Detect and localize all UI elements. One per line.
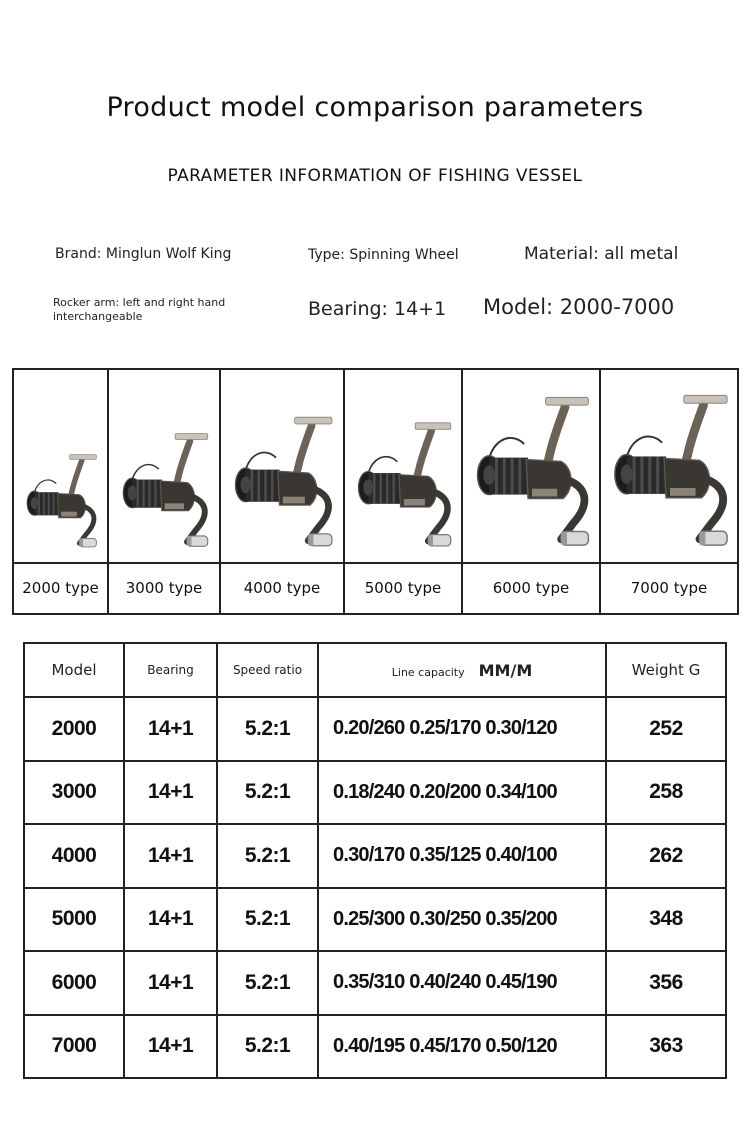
- header-weight: Weight G: [606, 643, 726, 697]
- cell-weight: 356: [606, 951, 726, 1015]
- cell-capacity: 0.35/310 0.40/240 0.45/190: [318, 951, 606, 1015]
- spinning-reel-image: [463, 370, 599, 562]
- cell-capacity: 0.18/240 0.20/200 0.34/100: [318, 761, 606, 825]
- header-model: Model: [24, 643, 124, 697]
- gallery-cell: [345, 370, 463, 613]
- header-line-capacity-label: Line capacity: [391, 665, 465, 679]
- header-speed-ratio: Speed ratio: [217, 643, 318, 697]
- cell-model: 7000: [24, 1015, 124, 1079]
- gallery-cell: [109, 370, 221, 613]
- cell-weight: 258: [606, 761, 726, 825]
- info-type: Type: Spinning Wheel: [308, 247, 459, 263]
- cell-model: 4000: [24, 824, 124, 888]
- cell-model: 5000: [24, 888, 124, 952]
- cell-ratio: 5.2:1: [217, 1015, 318, 1079]
- cell-ratio: 5.2:1: [217, 761, 318, 825]
- page-title: Product model comparison parameters: [106, 92, 644, 123]
- spinning-reel-image: [221, 370, 343, 562]
- cell-capacity: 0.25/300 0.30/250 0.35/200: [318, 888, 606, 952]
- spec-table: [23, 642, 727, 1079]
- gallery-label: 7000 type: [630, 579, 708, 597]
- gallery-cell: [14, 370, 109, 613]
- header-bearing: Bearing: [124, 643, 217, 697]
- table-row: [24, 824, 726, 888]
- spinning-reel-image: [14, 370, 107, 562]
- cell-bearing: 14+1: [124, 951, 217, 1015]
- cell-bearing: 14+1: [124, 761, 217, 825]
- table-row: [24, 1015, 726, 1079]
- table-row: [24, 951, 726, 1015]
- cell-weight: 348: [606, 888, 726, 952]
- gallery-label: 2000 type: [22, 579, 99, 597]
- gallery-label: 5000 type: [364, 579, 442, 597]
- cell-ratio: 5.2:1: [217, 824, 318, 888]
- cell-model: 3000: [24, 761, 124, 825]
- cell-model: 6000: [24, 951, 124, 1015]
- cell-weight: 252: [606, 697, 726, 761]
- cell-bearing: 14+1: [124, 824, 217, 888]
- spinning-reel-image: [601, 370, 737, 562]
- cell-weight: 262: [606, 824, 726, 888]
- gallery-label: 4000 type: [243, 579, 321, 597]
- cell-ratio: 5.2:1: [217, 888, 318, 952]
- cell-bearing: 14+1: [124, 697, 217, 761]
- page-subtitle: PARAMETER INFORMATION OF FISHING VESSEL: [167, 166, 583, 186]
- cell-capacity: 0.40/195 0.45/170 0.50/120: [318, 1015, 606, 1079]
- gallery-label: 6000 type: [492, 579, 570, 597]
- model-gallery: [12, 368, 739, 615]
- gallery-cell: [463, 370, 601, 613]
- gallery-cell: [601, 370, 737, 613]
- info-brand: Brand: Minglun Wolf King: [55, 246, 232, 262]
- table-row: [24, 761, 726, 825]
- cell-capacity: 0.20/260 0.25/170 0.30/120: [318, 697, 606, 761]
- info-material: Material: all metal: [524, 244, 679, 264]
- header-line-unit: MM/M: [478, 660, 533, 680]
- spinning-reel-image: [109, 370, 219, 562]
- cell-ratio: 5.2:1: [217, 697, 318, 761]
- cell-ratio: 5.2:1: [217, 951, 318, 1015]
- gallery-cell: [221, 370, 345, 613]
- cell-capacity: 0.30/170 0.35/125 0.40/100: [318, 824, 606, 888]
- cell-model: 2000: [24, 697, 124, 761]
- info-bearing: Bearing: 14+1: [308, 298, 447, 320]
- gallery-label: 3000 type: [125, 579, 203, 597]
- spinning-reel-image: [345, 370, 461, 562]
- cell-bearing: 14+1: [124, 888, 217, 952]
- info-model: Model: 2000-7000: [483, 295, 675, 319]
- header-line-capacity: [318, 643, 606, 697]
- table-row: [24, 697, 726, 761]
- table-header-row: [24, 643, 726, 697]
- cell-bearing: 14+1: [124, 1015, 217, 1079]
- table-row: [24, 888, 726, 952]
- cell-weight: 363: [606, 1015, 726, 1079]
- info-rocker-arm: Rocker arm: left and right hand interchangeable: [53, 296, 226, 323]
